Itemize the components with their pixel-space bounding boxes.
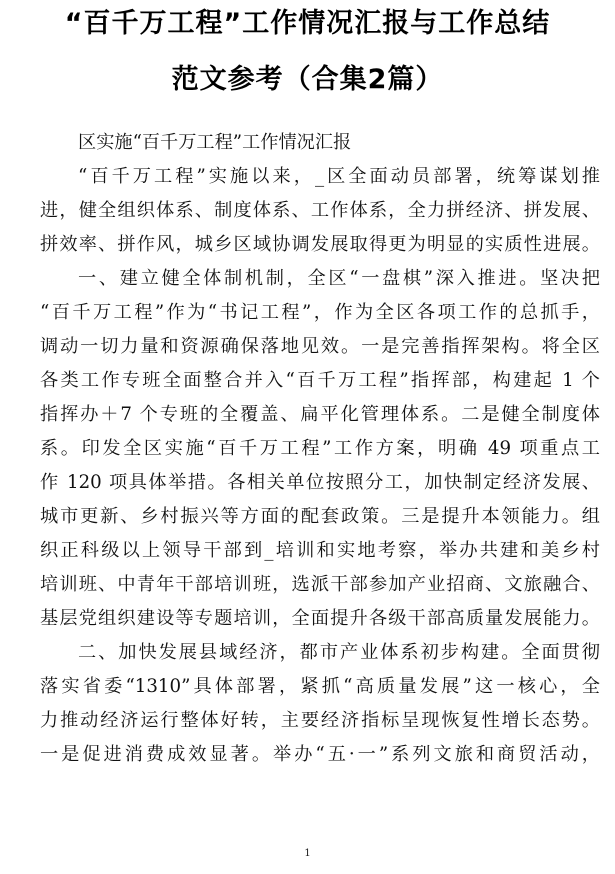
paragraph-line: 二、加快发展县域经济，都市产业体系初步构建。全面贯彻 — [78, 642, 600, 663]
document-body — [40, 126, 600, 772]
paragraph-line: 作 120 项具体举措。各相关单位按照分工，加快制定经济发展、 — [40, 472, 600, 493]
paragraph-line: 拼效率、拼作风，城乡区域协调发展取得更为明显的实质性进展。 — [40, 234, 600, 255]
paragraph-line: 落实省委“1310”具体部署，紧抓“高质量发展”这一核心，全 — [40, 676, 600, 697]
document-title-line-1: “百千万工程”工作情况汇报与工作总结 — [64, 8, 551, 39]
paragraph-line: 力推动经济运行整体好转，主要经济指标呈现恢复性增长态势。 — [40, 710, 600, 731]
document-title-line-2: 范文参考（合集2篇） — [171, 64, 444, 95]
paragraph-line: 织正科级以上领导干部到_培训和实地考察，举办共建和美乡村 — [40, 540, 600, 561]
paragraph-line: 指挥办＋7 个专班的全覆盖、扁平化管理体系。二是健全制度体 — [40, 404, 600, 425]
paragraph-line: 进，健全组织体系、制度体系、工作体系，全力拼经济、拼发展、 — [40, 200, 600, 221]
paragraph-line: 系。印发全区实施“百千万工程”工作方案，明确 49 项重点工 — [40, 438, 600, 459]
paragraph-line: 培训班、中青年干部培训班，选派干部参加产业招商、文旅融合、 — [40, 574, 600, 595]
page-number: 1 — [304, 848, 311, 859]
paragraph-line: 基层党组织建设等专题培训，全面提升各级干部高质量发展能力。 — [40, 608, 600, 629]
section-heading: 区实施“百千万工程”工作情况汇报 — [78, 132, 352, 153]
paragraph-line: 各类工作专班全面整合并入“百千万工程”指挥部，构建起 1 个 — [40, 370, 600, 391]
paragraph-line: 一是促进消费成效显著。举办“五·一”系列文旅和商贸活动， — [40, 744, 600, 765]
paragraph-line: 城市更新、乡村振兴等方面的配套政策。三是提升本领能力。组 — [40, 506, 600, 527]
paragraph-line: “百千万工程”作为“书记工程”，作为全区各项工作的总抓手， — [40, 302, 600, 323]
paragraph-line: 调动一切力量和资源确保落地见效。一是完善指挥架构。将全区 — [40, 336, 600, 357]
paragraph-line: “百千万工程”实施以来，_区全面动员部署，统筹谋划推 — [78, 166, 600, 187]
paragraph-line: 一、建立健全体制机制，全区“一盘棋”深入推进。坚决把 — [78, 268, 600, 289]
